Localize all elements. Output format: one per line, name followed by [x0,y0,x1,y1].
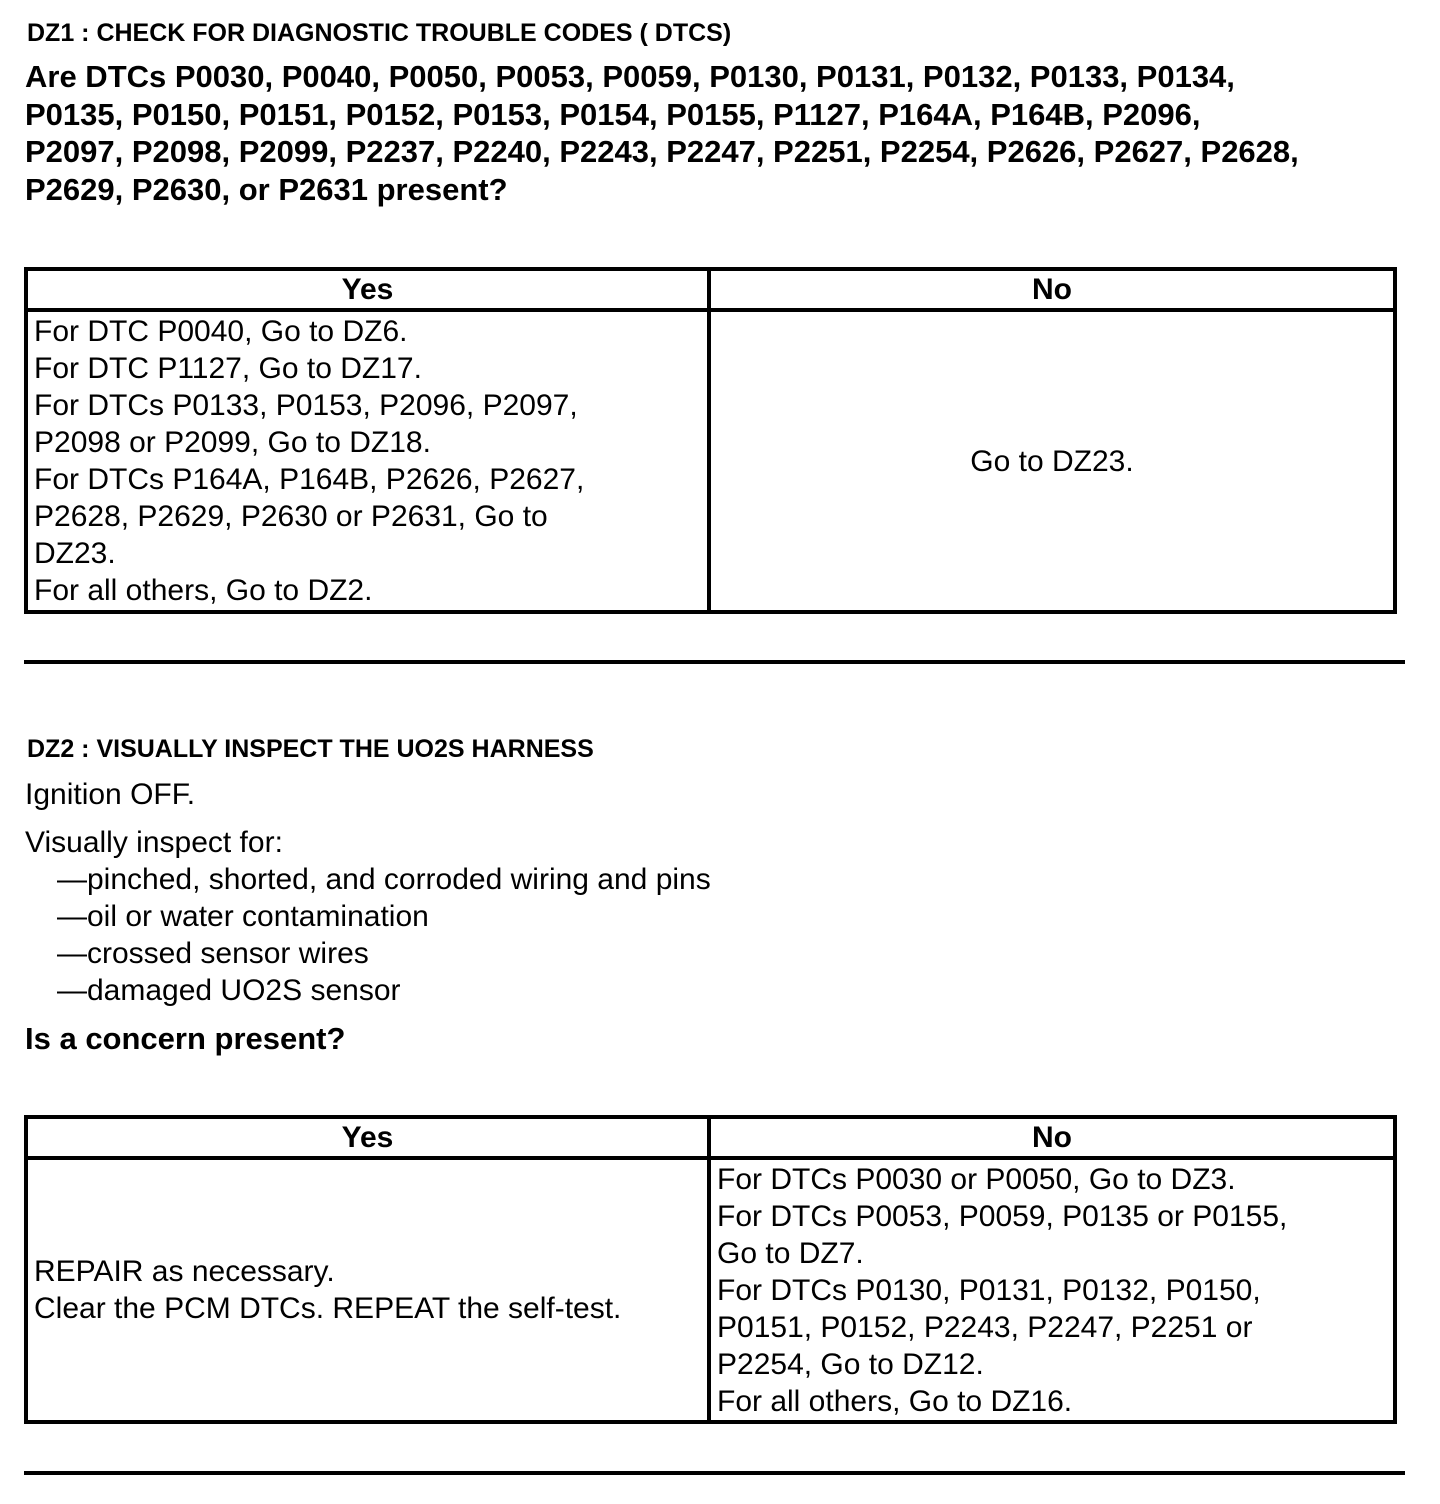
dz2-yes-line: REPAIR as necessary. [34,1255,335,1288]
dz1-yes-line: For DTCs P164A, P164B, P2626, P2627, [34,463,585,496]
dz2-yes-cell [26,1158,709,1422]
dz1-yes-line: For DTC P1127, Go to DZ17. [34,352,422,385]
dz2-no-header: No [709,1117,1395,1158]
dz2-no-line: For DTCs P0053, P0059, P0135 or P0155, [717,1199,1288,1233]
list-item: —crossed sensor wires [57,937,369,970]
dz2-no-line: For DTCs P0130, P0131, P0132, P0150, [717,1273,1261,1307]
list-item: —pinched, shorted, and corroded wiring and pins [57,863,711,896]
dz2-no-line: P2254, Go to DZ12. [717,1347,984,1381]
dz2-decision-table [24,1115,1397,1424]
dz2-no-line: For DTCs P0030 or P0050, Go to DZ3. [717,1162,1236,1196]
dz2-yes-line: Clear the PCM DTCs. REPEAT the self-test. [34,1292,622,1325]
dz2-question: Is a concern present? [25,1021,346,1056]
dz1-no-cell: Go to DZ23. [709,310,1395,612]
dz2-instruction-inspect: Visually inspect for: [25,826,283,859]
dz2-inspection-list [57,861,711,1009]
section-divider [24,660,1405,664]
dz1-question [25,58,1299,208]
dz1-title: DZ1 : CHECK FOR DIAGNOSTIC TROUBLE CODES ( DTCS) [27,19,732,47]
dz1-yes-cell [26,310,709,612]
dz2-title: DZ2 : VISUALLY INSPECT THE UO2S HARNESS [27,735,594,763]
dz1-question-line: Are DTCs P0030, P0040, P0050, P0053, P0059, P0130, P0131, P0132, P0133, P0134, [25,59,1235,94]
list-item: —oil or water contamination [57,900,429,933]
dz1-yes-header: Yes [26,269,709,310]
dz2-no-line: P0151, P0152, P2243, P2247, P2251 or [717,1310,1253,1344]
dz2-instruction-ignition: Ignition OFF. [25,778,196,811]
dz1-yes-line: DZ23. [34,537,116,570]
dz1-decision-table [24,267,1397,614]
list-item: —damaged UO2S sensor [57,974,401,1007]
dz1-yes-line: For all others, Go to DZ2. [34,574,373,607]
dz1-yes-line: P2628, P2629, P2630 or P2631, Go to [34,500,548,533]
dz1-question-line: P2629, P2630, or P2631 present? [25,171,508,207]
dz1-question-line: P0135, P0150, P0151, P0152, P0153, P0154, P0155, P1127, P164A, P164B, P2096, [25,96,1201,132]
dz1-yes-line: P2098 or P2099, Go to DZ18. [34,426,431,459]
section-divider [24,1471,1405,1475]
dz1-yes-line: For DTCs P0133, P0153, P2096, P2097, [34,389,578,422]
dz2-no-line: Go to DZ7. [717,1236,864,1270]
dz2-yes-header: Yes [26,1117,709,1158]
dz1-yes-line: For DTC P0040, Go to DZ6. [34,315,408,348]
dz1-question-line: P2097, P2098, P2099, P2237, P2240, P2243, P2247, P2251, P2254, P2626, P2627, P2628, [25,134,1299,169]
dz1-no-header: No [709,269,1395,310]
dz2-no-cell [709,1158,1395,1422]
dz2-no-line: For all others, Go to DZ16. [717,1384,1073,1418]
